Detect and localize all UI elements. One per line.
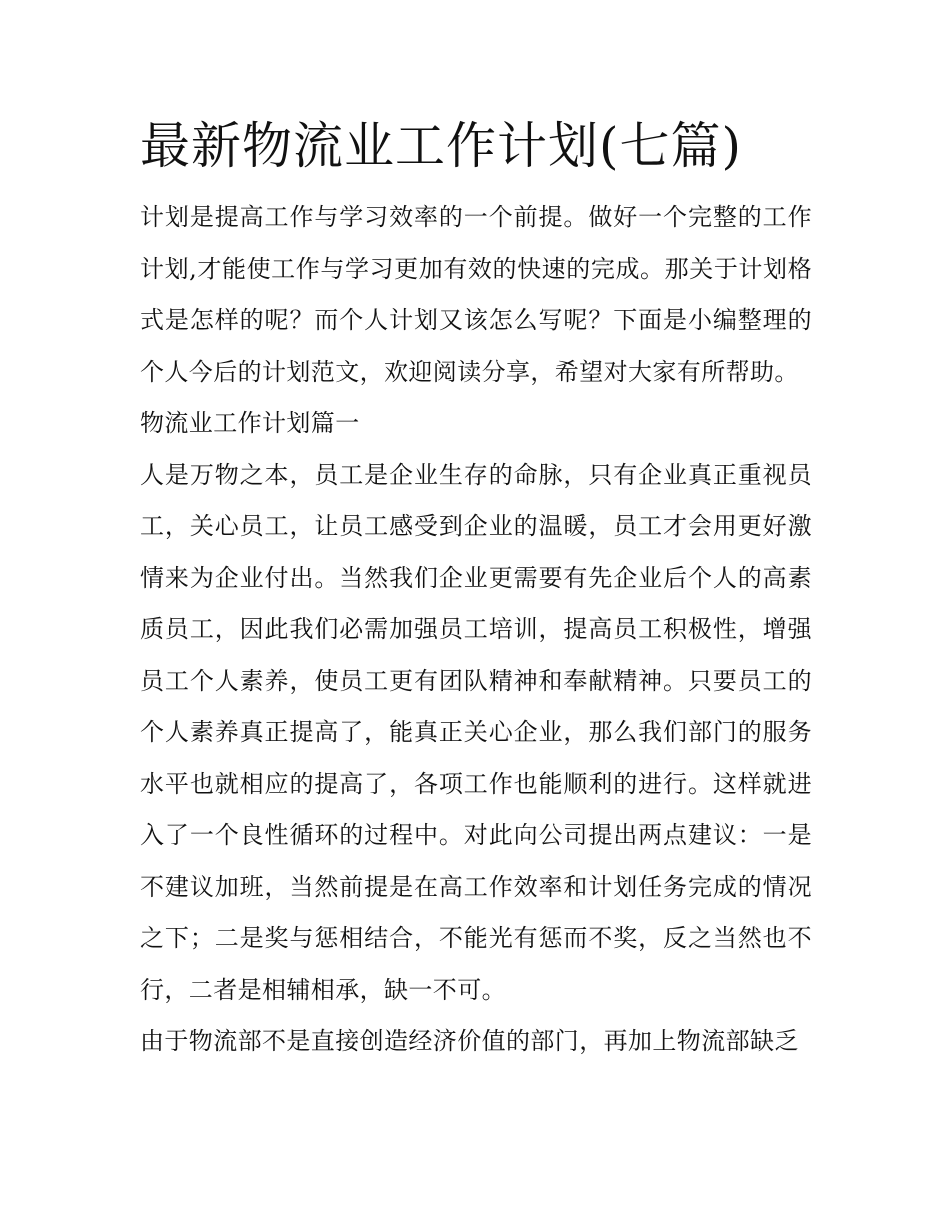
- body-paragraph-1: 人是万物之本，员工是企业生存的命脉，只有企业真正重视员工，关心员工，让员工感受到企业的温暖，员工才会用更好激情来为企业付出。当然我们企业更需要有先企业后个人的高素质员工，因此我们必需加强员工培训，提高员工积极性，增强员工个人素养，使员工更有团队精神和奉献精神。只要员工的个人素养真正提高了，能真正关心企业，那么我们部门的服务水平也就相应的提高了，各项工作也能顺利的进行。这样就进入了一个良性循环的过程中。对此向公司提出两点建议：一是不建议加班，当然前提是在高工作效率和计划任务完成的情况之下；二是奖与惩相结合，不能光有惩而不奖，反之当然也不行，二者是相辅相承，缺一不可。: [140, 460, 812, 1004]
- document-page: [140, 112, 812, 1068]
- section-heading: 物流业工作计划篇一: [140, 409, 360, 437]
- document-title: 最新物流业工作计划(七篇): [140, 117, 743, 175]
- intro-paragraph: 计划是提高工作与学习效率的一个前提。做好一个完整的工作计划,才能使工作与学习更加有效的快速的完成。那关于计划格式是怎样的呢？而个人计划又该怎么写呢？下面是小编整理的个人今后的计划范文，欢迎阅读分享，希望对大家有所帮助。: [140, 203, 812, 386]
- body-paragraph-2: 由于物流部不是直接创造经济价值的部门，再加上物流部缺乏: [140, 1027, 799, 1055]
